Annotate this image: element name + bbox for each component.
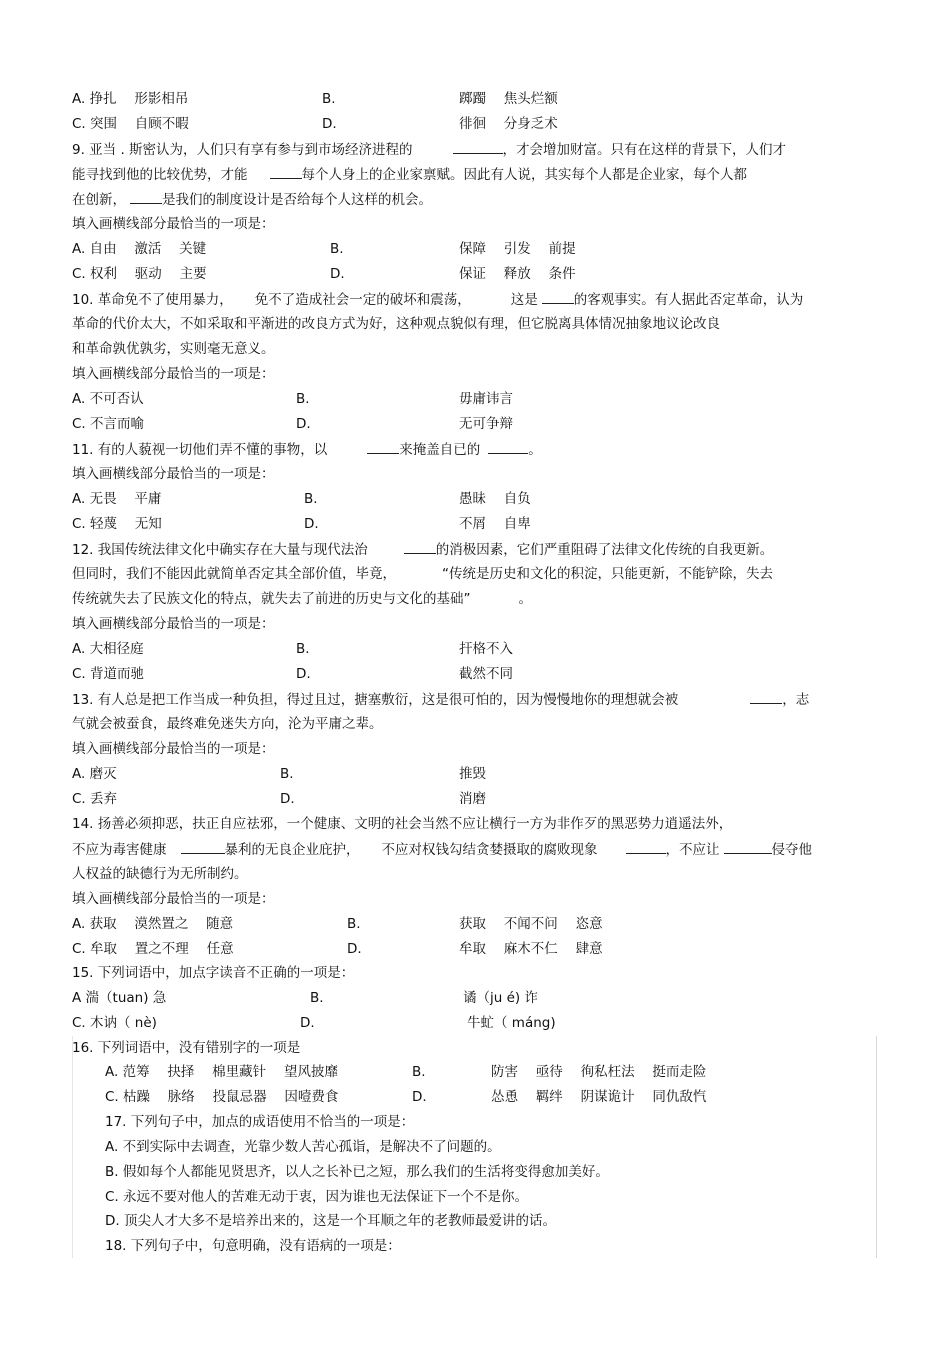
answer-blank (488, 439, 528, 454)
q11-option-b-letter: B. (304, 491, 318, 507)
q10-stem-line1 (72, 289, 803, 310)
q10-text: 10. 革命免不了使用暴力， (72, 292, 233, 308)
column-border-left (72, 1036, 73, 1258)
q14-text: 侵夺他 (771, 842, 812, 858)
answer-blank (130, 189, 162, 204)
q8-option-b: 踯躅 焦头烂额 (459, 91, 558, 107)
q12-text: 的消极因素，它们严重阻碍了法律文化传统的自我更新。 (435, 542, 774, 558)
q10-option-b: 毋庸讳言 (459, 391, 513, 407)
q14-option-d: 牟取 麻木不仁 肆意 (459, 941, 603, 957)
q14-option-c: C. 牟取 置之不理 任意 (72, 941, 234, 957)
answer-blank (270, 164, 302, 179)
q9-text: 每个人身上的企业家禀赋。因此有人说，其实每个人都是企业家，每个人都 (301, 167, 747, 183)
q11-option-c: C. 轻蔑 无知 (72, 516, 162, 532)
q15-option-a: A 湍（tuan) 急 (72, 990, 167, 1006)
answer-blank (181, 839, 225, 854)
q14-option-b: 获取 不闻不问 恣意 (459, 916, 603, 932)
q10-text: 免不了造成社会一定的破坏和震荡， (254, 292, 471, 308)
q9-option-c: C. 权利 驱动 主要 (72, 266, 207, 282)
q9-text: 在创新， (72, 192, 126, 208)
q16-option-d: 怂恿 羁绊 阴谋诡计 同仇敌忾 (491, 1089, 707, 1105)
q12-text: 12. 我国传统法律文化中确实存在大量与现代法治 (72, 542, 368, 558)
q12-stem-line2 (72, 564, 773, 584)
q11-prompt: 填入画横线部分最恰当的一项是： (72, 466, 275, 482)
column-border-right (876, 1036, 877, 1258)
answer-blank (724, 839, 772, 854)
q12-prompt: 填入画横线部分最恰当的一项是： (72, 616, 275, 632)
answer-blank (453, 139, 503, 154)
q17-option-d: D. 顶尖人才大多不是培养出来的，这是一个耳顺之年的老教师最爱讲的话。 (105, 1213, 556, 1229)
q12-text: 传统就失去了民族文化的特点，就失去了前进的历史与文化的基础” (72, 591, 471, 607)
q13-option-a: A. 磨灭 (72, 766, 117, 782)
q15-option-b-letter: B. (310, 990, 324, 1006)
q16-stem: 16. 下列词语中，没有错别字的一项是 (72, 1040, 301, 1056)
q15-option-b: 谲（ju é) 诈 (463, 990, 538, 1006)
q10-prompt: 填入画横线部分最恰当的一项是： (72, 366, 275, 382)
q15-option-d: 牛虻（ máng) (467, 1015, 556, 1031)
q10-option-b-letter: B. (296, 391, 310, 407)
q12-stem-line3 (72, 589, 532, 609)
q16-option-b-letter: B. (412, 1064, 426, 1080)
q13-prompt: 填入画横线部分最恰当的一项是： (72, 741, 275, 757)
q10-stem-line3: 和革命孰优孰劣，实则毫无意义。 (72, 341, 275, 357)
q13-option-b: 推毁 (459, 766, 486, 782)
q9-option-d-letter: D. (330, 266, 345, 282)
q11-text: 11. 有的人藐视一切他们弄不懂的事物，以 (72, 442, 328, 458)
q17-option-c: C. 永远不要对他人的苦难无动于衷，因为谁也无法保证下一个不是你。 (105, 1189, 529, 1205)
q13-option-b-letter: B. (280, 766, 294, 782)
q13-text: 13. 有人总是把工作当成一种负担，得过且过，搪塞敷衍，这是很可怕的，因为慢慢地你的理想就会被 (72, 692, 679, 708)
q8-option-a: A. 挣扎 形影相吊 (72, 91, 189, 107)
q11-option-b: 愚昧 自负 (459, 491, 531, 507)
q12-text: 。 (518, 591, 532, 607)
q12-option-b: 扞格不入 (459, 641, 513, 657)
q13-stem-line1 (72, 689, 809, 710)
q17-option-a: A. 不到实际中去调查，光靠少数人苦心孤诣，是解决不了问题的。 (105, 1139, 501, 1155)
q14-prompt: 填入画横线部分最恰当的一项是： (72, 891, 275, 907)
q10-stem-line2: 革命的代价太大，不如采取和平渐进的改良方式为好，这种观点貌似有理，但它脱离具体情况抽象地议论改良 (72, 316, 720, 332)
q11-text: 来掩盖自已的 (399, 442, 481, 458)
q16-option-d-letter: D. (412, 1089, 427, 1105)
q17-option-b: B. 假如每个人都能见贤思齐，以人之长补已之短，那么我们的生活将变得愈加美好。 (105, 1164, 609, 1180)
q8-option-c: C. 突围 自顾不暇 (72, 116, 189, 132)
answer-blank (542, 289, 574, 304)
q8-option-d-letter: D. (322, 116, 337, 132)
answer-blank (367, 439, 399, 454)
q14-stem-line1: 14. 扬善必须抑恶，扶正自应祛邪，一个健康、文明的社会当然不应让横行一方为非作歹的黑恶势力逍遥法外， (72, 816, 733, 832)
q15-option-d-letter: D. (300, 1015, 315, 1031)
q13-stem-line2: 气就会被蚕食，最终难免迷失方向，沦为平庸之辈。 (72, 716, 383, 732)
q10-text: 这是 (510, 292, 538, 308)
q10-option-c: C. 不言而喻 (72, 416, 145, 432)
q9-stem-line3 (72, 189, 432, 210)
q9-text: 能寻找到他的比较优势，才能 (72, 167, 248, 183)
q14-stem-line2 (72, 839, 812, 860)
q16-option-c: C. 枯躁 脉络 投鼠忌器 因噎费食 (105, 1089, 339, 1105)
q9-option-d: 保证 释放 条件 (459, 266, 576, 282)
answer-blank (750, 689, 782, 704)
q11-option-d-letter: D. (304, 516, 319, 532)
q8-option-b-letter: B. (322, 91, 336, 107)
q13-option-c: C. 丢弃 (72, 791, 118, 807)
q12-option-d-letter: D. (296, 666, 311, 682)
q11-option-a: A. 无畏 平庸 (72, 491, 162, 507)
q16-option-b: 防害 亟待 徇私枉法 挺而走险 (491, 1064, 707, 1080)
q14-text: 不应为毒害健康 (72, 842, 167, 858)
q18-stem: 18. 下列句子中，句意明确，没有语病的一项是： (105, 1238, 401, 1254)
q17-stem: 17. 下列句子中，加点的成语使用不恰当的一项是： (105, 1114, 415, 1130)
q13-option-d-letter: D. (280, 791, 295, 807)
q12-text: “传统是历史和文化的积淀，只能更新，不能铲除，失去 (442, 566, 773, 582)
answer-blank (626, 839, 666, 854)
q9-text: 9. 亚当 . 斯密认为，人们只有享有参与到市场经济进程的 (72, 142, 413, 158)
q9-prompt: 填入画横线部分最恰当的一项是： (72, 216, 275, 232)
q13-text: ，志 (782, 692, 810, 708)
q12-option-d: 截然不同 (459, 666, 513, 682)
q9-text: ，才会增加财富。只有在这样的背景下，人们才 (502, 142, 787, 158)
q14-text: 不应对权钱勾结贪婪摄取的腐败现象 (381, 842, 598, 858)
q11-option-d: 不屑 自卑 (459, 516, 531, 532)
q10-option-a: A. 不可否认 (72, 391, 144, 407)
q13-option-d: 消磨 (459, 791, 486, 807)
q10-text: 的客观事实。有人据此否定革命，认为 (573, 292, 804, 308)
q16-option-a: A. 范筹 抉择 棉里藏针 望风披靡 (105, 1064, 338, 1080)
q9-option-a: A. 自由 激活 关键 (72, 241, 207, 257)
q15-option-c: C. 木讷（ nè) (72, 1015, 157, 1031)
q14-text: 暴利的无良企业庇护， (224, 842, 360, 858)
q9-stem-line1 (72, 139, 786, 160)
q10-option-d: 无可争辩 (459, 416, 513, 432)
answer-blank (404, 539, 436, 554)
q11-text: 。 (528, 442, 542, 458)
q12-stem-line1 (72, 539, 773, 560)
q14-text: ，不应让 (665, 842, 720, 858)
q12-text: 但同时，我们不能因此就简单否定其全部价值，毕竟， (72, 566, 396, 582)
q9-option-b-letter: B. (330, 241, 344, 257)
q12-option-c: C. 背道而驰 (72, 666, 145, 682)
q14-option-d-letter: D. (347, 941, 362, 957)
q14-option-b-letter: B. (347, 916, 361, 932)
q8-option-d: 徘徊 分身乏术 (459, 116, 558, 132)
q9-stem-line2 (72, 164, 747, 185)
q12-option-a: A. 大相径庭 (72, 641, 144, 657)
q12-option-b-letter: B. (296, 641, 310, 657)
q11-stem-line1 (72, 439, 542, 460)
q14-stem-line3: 人权益的缺德行为无所制约。 (72, 866, 248, 882)
q10-option-d-letter: D. (296, 416, 311, 432)
q9-option-b: 保障 引发 前提 (459, 241, 576, 257)
q9-text: 是我们的制度设计是否给每个人这样的机会。 (162, 192, 432, 208)
q15-stem: 15. 下列词语中，加点字读音不正确的一项是： (72, 965, 355, 981)
q14-option-a: A. 获取 漠然置之 随意 (72, 916, 234, 932)
